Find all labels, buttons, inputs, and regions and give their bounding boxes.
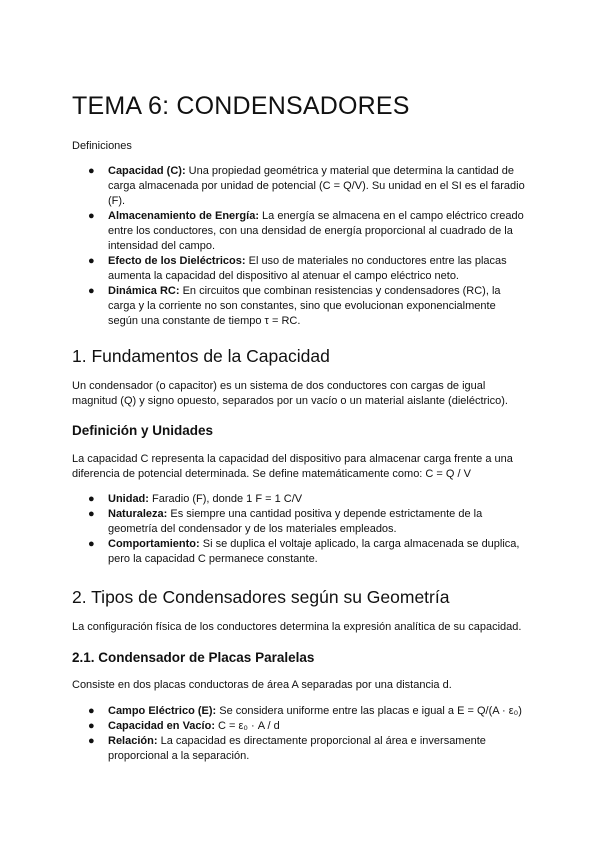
section1-list [72,492,528,567]
section2-sub-intro: Consiste en dos placas conductoras de área A separadas por una distancia d. [72,679,452,691]
bullet-icon: ● [88,538,95,550]
bullet-icon: ● [88,165,95,177]
bullet-icon: ● [88,735,95,747]
section1-subheading: Definición y Unidades [72,423,214,438]
list-item: ● Capacidad (C): Una propiedad geométrica y material que determina la cantidad de carga almacenada por unidad de potencial (C = Q/V). Su unidad en el SI es el faradio (F). [88,165,525,207]
list-item: ● Comportamiento: Si se duplica el voltaje aplicado, la carga almacenada se duplica, pero la capacidad C permanece constante. [88,538,520,565]
bullet-icon: ● [88,255,95,267]
list-item: ● Capacidad en Vacío: C = ε₀ · A / d [88,720,280,732]
page-title: TEMA 6: CONDENSADORES [72,92,410,120]
list-item: ● Naturaleza: Es siempre una cantidad positiva y depende estrictamente de la geometría del condensador y de los materiales empleados. [88,508,483,535]
section2-heading: 2. Tipos de Condensadores según su Geometría [72,587,450,607]
list-item: ● Unidad: Faradio (F), donde 1 F = 1 C/V [88,493,303,505]
bullet-icon: ● [88,210,95,222]
section2-subheading: 2.1. Condensador de Placas Paralelas [72,650,315,665]
section2-list [72,704,528,764]
section2-intro: La configuración física de los conductores determina la expresión analítica de su capacidad. [72,621,522,633]
list-item: ● Campo Eléctrico (E): Se considera uniforme entre las placas e igual a E = Q/(A · ε₀) [88,705,522,717]
section1-sub-intro: La capacidad C representa la capacidad del dispositivo para almacenar carga frente a una diferencia de potencial determinada. Se define matemáticamente como: C = Q / V [72,453,513,480]
bullet-icon: ● [88,285,95,297]
list-item: ● Almacenamiento de Energía: La energía se almacena en el campo eléctrico creado entre los conductores, con una densidad de energía proporcional al cuadrado de la intensidad del campo. [88,210,524,252]
bullet-icon: ● [88,493,95,505]
list-item: ● Dinámica RC: En circuitos que combinan resistencias y condensadores (RC), la carga y la corriente no son constantes, sino que evolucionan exponencialmente según una constante de tiempo τ = RC. [88,285,501,327]
section1-heading: 1. Fundamentos de la Capacidad [72,346,330,366]
bullet-icon: ● [88,705,95,717]
list-item: ● Relación: La capacidad es directamente proporcional al área e inversamente proporcional a la separación. [88,735,486,762]
section1-intro: Un condensador (o capacitor) es un sistema de dos conductores con cargas de igual magnitud (Q) y signo opuesto, separados por un vacío o un material aislante (dieléctrico). [72,380,508,407]
bullet-icon: ● [88,720,95,732]
list-item: ● Efecto de los Dieléctricos: El uso de materiales no conductores entre las placas aumenta la capacidad del dispositivo al atenuar el campo eléctrico neto. [88,255,507,282]
bullet-icon: ● [88,508,95,520]
definiciones-heading: Definiciones [72,140,132,152]
definiciones-list [72,164,528,329]
